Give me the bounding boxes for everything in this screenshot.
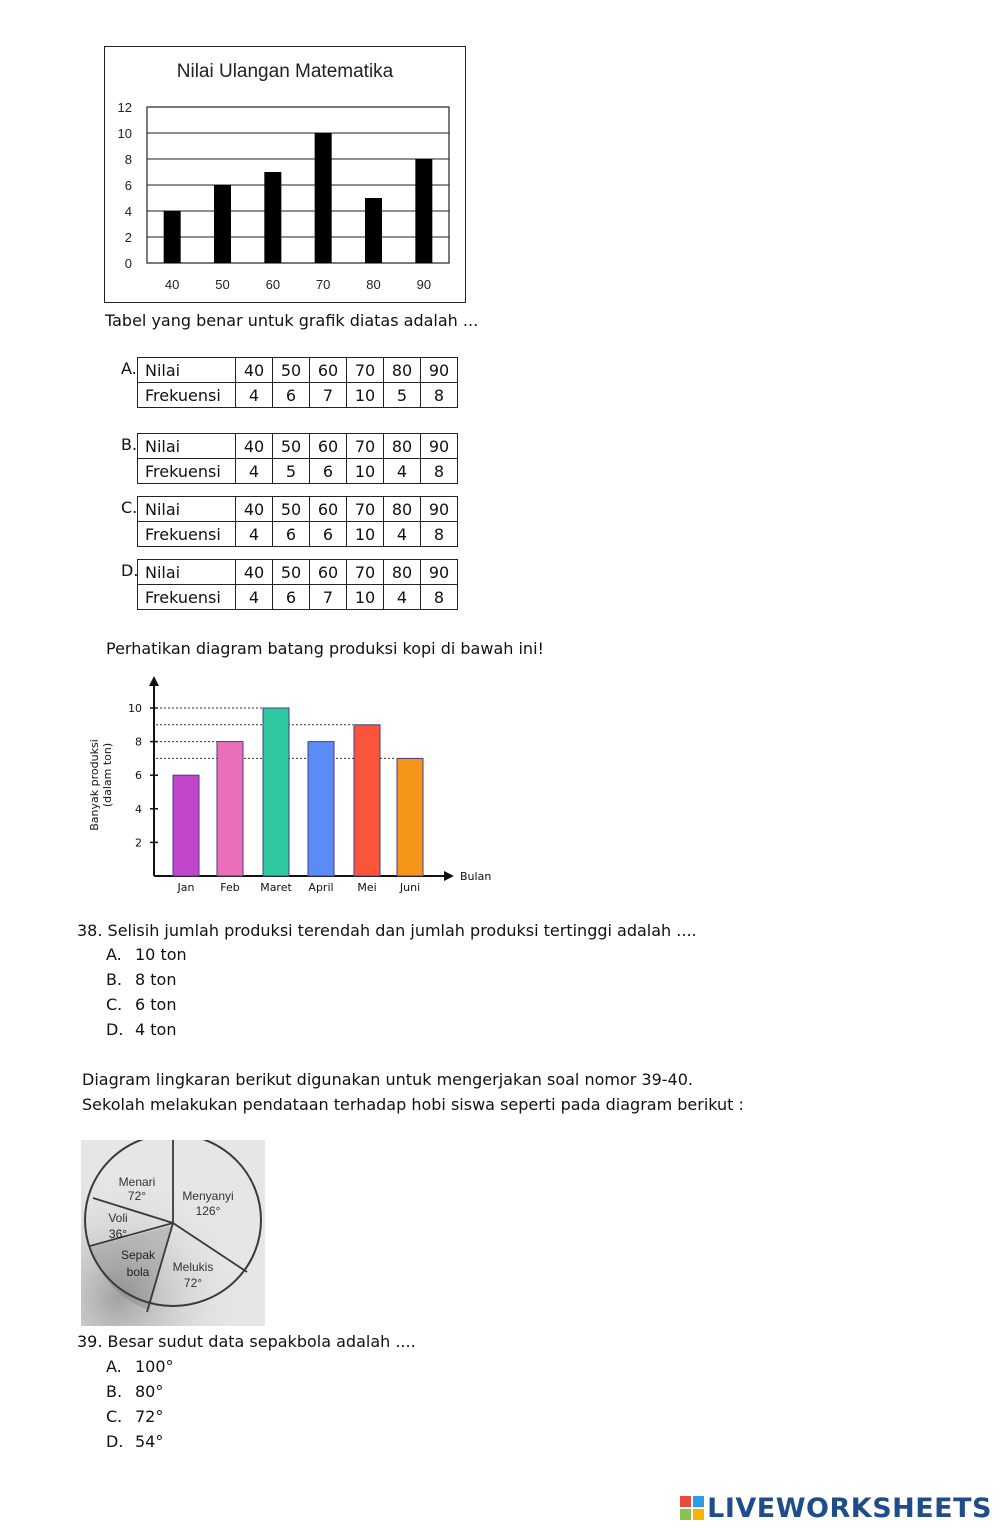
table-cell: 8 — [421, 522, 458, 547]
table-row-label: Frekuensi — [138, 522, 236, 547]
table-option-letter[interactable]: D. — [121, 561, 139, 580]
table-cell: 4 — [236, 522, 273, 547]
option-letter: B. — [106, 970, 123, 989]
bar — [164, 211, 181, 263]
pie-deg-melukis: 72° — [183, 1276, 203, 1290]
chart-produksi-kopi — [80, 668, 510, 900]
table-cell: 7 — [310, 585, 347, 610]
table-cell: 10 — [347, 522, 384, 547]
table-cell: 4 — [236, 585, 273, 610]
x-tick-label: 90 — [416, 277, 432, 292]
chart-nilai-svg — [105, 47, 465, 302]
option-letter: A. — [106, 945, 122, 964]
pie-label-menyanyi: Menyanyi — [182, 1189, 234, 1203]
table-option-c[interactable] — [137, 496, 458, 547]
option-text: 100° — [135, 1357, 174, 1376]
table-cell: 80 — [384, 434, 421, 459]
bar — [217, 742, 243, 876]
table-row-label: Frekuensi — [138, 585, 236, 610]
y-tick-label: 4 — [135, 802, 142, 816]
table-cell: 4 — [236, 383, 273, 408]
option-text: 80° — [135, 1382, 164, 1401]
option-letter: D. — [106, 1020, 124, 1039]
q38-option-c[interactable] — [106, 995, 176, 1014]
pie-label-voli: Voli — [108, 1211, 128, 1225]
y-tick-label: 0 — [124, 256, 132, 271]
q38-option-a[interactable] — [106, 945, 187, 964]
option-text: 4 ton — [135, 1020, 177, 1039]
table-row — [138, 560, 458, 585]
table-cell: 90 — [421, 497, 458, 522]
option-letter: D. — [106, 1432, 124, 1451]
bar — [263, 708, 289, 876]
option-letter: C. — [106, 1407, 123, 1426]
option-letter: B. — [106, 1382, 123, 1401]
y-tick-label: 8 — [135, 735, 142, 749]
table-cell: 5 — [273, 459, 310, 484]
x-tick-label: 80 — [366, 277, 381, 292]
table-cell: 8 — [421, 459, 458, 484]
option-text: 54° — [135, 1432, 164, 1451]
y-tick-label: 10 — [128, 702, 142, 715]
x-axis-label: Bulan — [460, 870, 492, 883]
table-cell: 80 — [384, 560, 421, 585]
bar — [365, 198, 382, 263]
x-tick-label: 40 — [164, 277, 180, 292]
table-cell: 6 — [273, 585, 310, 610]
question-table: Tabel yang benar untuk grafik diatas adalah ... — [105, 311, 479, 330]
table-cell: 80 — [384, 358, 421, 383]
table-cell: 6 — [273, 522, 310, 547]
table-cell: 60 — [310, 434, 347, 459]
intro-pie-1: Diagram lingkaran berikut digunakan untuk mengerjakan soal nomor 39-40. — [82, 1070, 693, 1089]
pie-chart-photo — [81, 1140, 265, 1326]
table-cell: 4 — [236, 459, 273, 484]
x-tick-label: Maret — [260, 881, 292, 894]
bar — [308, 742, 334, 876]
pie-label-bola: bola — [126, 1265, 150, 1279]
x-tick-label: Feb — [220, 881, 240, 894]
table-cell: 8 — [421, 383, 458, 408]
pie-label-melukis: Melukis — [172, 1260, 214, 1274]
intro-pie-2: Sekolah melakukan pendataan terhadap hobi siswa seperti pada diagram berikut : — [82, 1095, 744, 1114]
q39-option-a[interactable] — [106, 1357, 174, 1376]
table-row-label: Nilai — [138, 358, 236, 383]
table-row — [138, 434, 458, 459]
table-cell: 80 — [384, 497, 421, 522]
x-tick-label: Jan — [177, 881, 195, 894]
bar — [264, 172, 281, 263]
pie-deg-menari: 72° — [127, 1189, 147, 1203]
y-tick-label: 12 — [117, 100, 132, 115]
q38-option-d[interactable] — [106, 1020, 176, 1039]
q38-option-b[interactable] — [106, 970, 176, 989]
q39-option-c[interactable] — [106, 1407, 163, 1426]
table-cell: 70 — [347, 434, 384, 459]
table-row — [138, 459, 458, 484]
table-option-a[interactable] — [137, 357, 458, 408]
pie-chart-svg — [81, 1140, 265, 1326]
bar — [415, 159, 432, 263]
x-tick-label: Mei — [357, 881, 377, 894]
table-cell: 4 — [384, 585, 421, 610]
pie-label-menari: Menari — [118, 1175, 156, 1189]
table-cell: 90 — [421, 434, 458, 459]
table-cell: 70 — [347, 560, 384, 585]
table-option-letter[interactable]: B. — [121, 435, 138, 454]
y-axis-label: Banyak produksi — [88, 739, 101, 831]
table-option-b[interactable] — [137, 433, 458, 484]
y-axis-label: (dalam ton) — [101, 742, 114, 808]
table-cell: 40 — [236, 358, 273, 383]
table-row-label: Frekuensi — [138, 459, 236, 484]
x-tick-label: 60 — [265, 277, 281, 292]
chart-title: Nilai Ulangan Matematika — [176, 61, 394, 82]
y-tick-label: 6 — [135, 769, 142, 783]
question-39: 39. Besar sudut data sepakbola adalah .... — [77, 1332, 416, 1351]
chart-nilai-ulangan — [104, 46, 466, 303]
y-axis-arrow — [149, 676, 159, 686]
bar — [397, 758, 423, 876]
pie-deg-voli: 36° — [108, 1227, 128, 1241]
liveworksheets-logo-icon — [680, 1496, 704, 1520]
table-option-letter[interactable]: A. — [121, 359, 137, 378]
table-cell: 4 — [384, 522, 421, 547]
table-row — [138, 383, 458, 408]
pie-deg-menyanyi: 126° — [195, 1204, 221, 1218]
table-cell: 70 — [347, 358, 384, 383]
question-38: 38. Selisih jumlah produksi terendah dan jumlah produksi tertinggi adalah .... — [77, 921, 697, 940]
table-cell: 40 — [236, 434, 273, 459]
x-tick-label: Juni — [399, 881, 421, 894]
bar — [315, 133, 332, 263]
table-row-label: Nilai — [138, 497, 236, 522]
table-cell: 60 — [310, 497, 347, 522]
table-cell: 50 — [273, 358, 310, 383]
table-cell: 6 — [310, 522, 347, 547]
table-row — [138, 358, 458, 383]
intro-kopi: Perhatikan diagram batang produksi kopi di bawah ini! — [106, 639, 544, 658]
table-row — [138, 522, 458, 547]
table-cell: 90 — [421, 358, 458, 383]
table-cell: 7 — [310, 383, 347, 408]
table-row — [138, 497, 458, 522]
table-row-label: Nilai — [138, 434, 236, 459]
table-cell: 10 — [347, 383, 384, 408]
x-tick-label: April — [308, 881, 334, 894]
table-cell: 10 — [347, 459, 384, 484]
table-cell: 50 — [273, 434, 310, 459]
pie-label-sepak: Sepak — [120, 1248, 156, 1262]
table-row-label: Nilai — [138, 560, 236, 585]
option-letter: C. — [106, 995, 123, 1014]
y-tick-label: 6 — [124, 178, 132, 193]
y-tick-label: 2 — [135, 836, 142, 850]
option-text: 8 ton — [135, 970, 177, 989]
q39-option-b[interactable] — [106, 1382, 163, 1401]
option-text: 6 ton — [135, 995, 177, 1014]
table-cell: 40 — [236, 497, 273, 522]
table-cell: 6 — [273, 383, 310, 408]
y-tick-label: 2 — [124, 230, 132, 245]
y-tick-label: 4 — [124, 204, 132, 219]
table-cell: 5 — [384, 383, 421, 408]
table-cell: 70 — [347, 497, 384, 522]
table-cell: 50 — [273, 560, 310, 585]
q39-option-d[interactable] — [106, 1432, 163, 1451]
bar — [173, 775, 199, 876]
table-cell: 8 — [421, 585, 458, 610]
x-axis-arrow — [444, 871, 454, 881]
bar — [354, 725, 380, 876]
table-row — [138, 585, 458, 610]
bar — [214, 185, 231, 263]
table-option-letter[interactable]: C. — [121, 498, 138, 517]
table-cell: 60 — [310, 560, 347, 585]
table-cell: 50 — [273, 497, 310, 522]
x-tick-label: 50 — [215, 277, 230, 292]
y-tick-label: 10 — [117, 126, 132, 141]
option-text: 72° — [135, 1407, 164, 1426]
x-tick-label: 70 — [315, 277, 331, 292]
table-cell: 10 — [347, 585, 384, 610]
liveworksheets-logo-text: LIVEWORKSHEETS — [707, 1493, 992, 1524]
y-tick-label: 8 — [124, 152, 132, 167]
table-cell: 60 — [310, 358, 347, 383]
table-cell: 40 — [236, 560, 273, 585]
table-cell: 6 — [310, 459, 347, 484]
liveworksheets-logo[interactable] — [680, 1493, 992, 1524]
table-cell: 90 — [421, 560, 458, 585]
table-cell: 4 — [384, 459, 421, 484]
table-option-d[interactable] — [137, 559, 458, 610]
option-letter: A. — [106, 1357, 122, 1376]
table-row-label: Frekuensi — [138, 383, 236, 408]
option-text: 10 ton — [135, 945, 187, 964]
